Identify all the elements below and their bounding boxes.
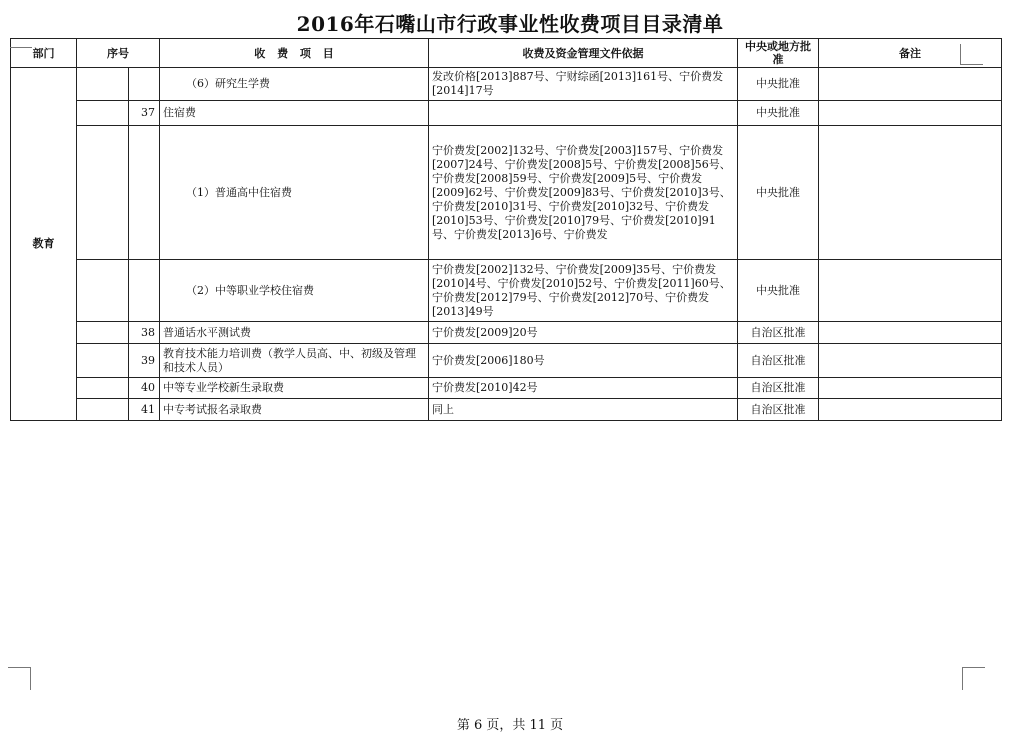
item-cell: 教育技术能力培训费（教学人员高、中、初级及管理和技术人员） (160, 344, 429, 378)
item-cell: 中等专业学校新生录取费 (160, 378, 429, 399)
seq-cell: 40 (129, 378, 160, 399)
header-dept: 部门 (11, 39, 77, 68)
page-title: 2016年石嘴山市行政事业性收费项目目录清单 (296, 12, 724, 36)
header-approval: 中央或地方批准 (738, 39, 819, 68)
blank-cell (77, 344, 129, 378)
item-cell: （2）中等职业学校住宿费 (160, 260, 429, 322)
seq-cell: 38 (129, 322, 160, 344)
item-cell: （1）普通高中住宿费 (160, 126, 429, 260)
basis-cell: 发改价格[2013]887号、宁财综函[2013]161号、宁价费发[2014]17号 (429, 68, 738, 101)
seq-cell: 39 (129, 344, 160, 378)
seq-cell (129, 126, 160, 260)
basis-cell: 宁价费发[2006]180号 (429, 344, 738, 378)
item-cell: 中专考试报名录取费 (160, 399, 429, 421)
item-cell: 住宿费 (160, 101, 429, 126)
note-cell (819, 322, 1002, 344)
note-cell (819, 68, 1002, 101)
note-cell (819, 126, 1002, 260)
dept-cell: 教育 (11, 68, 77, 421)
crop-mark-top-right (960, 44, 983, 65)
item-cell: （6）研究生学费 (160, 68, 429, 101)
note-cell (819, 399, 1002, 421)
header-row (11, 39, 1002, 68)
approval-cell: 中央批准 (738, 101, 819, 126)
crop-mark-top-left (10, 47, 32, 48)
blank-cell (77, 260, 129, 322)
blank-cell (77, 126, 129, 260)
basis-cell: 同上 (429, 399, 738, 421)
crop-mark-bottom-right (962, 667, 985, 690)
table-row (11, 399, 1002, 421)
seq-cell (129, 260, 160, 322)
note-cell (819, 378, 1002, 399)
table-row (11, 101, 1002, 126)
page-footer: 第 6 页，共 11 页 (456, 718, 564, 733)
blank-cell (77, 101, 129, 126)
table-row (11, 68, 1002, 101)
basis-cell: 宁价费发[2002]132号、宁价费发[2009]35号、宁价费发[2010]4号、宁价费发[2010]52号、宁价费发[2011]60号、宁价费发[2012]79号、宁价费发[2012]70号、宁价费发[2013]49号 (429, 260, 738, 322)
approval-cell: 自治区批准 (738, 378, 819, 399)
approval-cell: 自治区批准 (738, 322, 819, 344)
fee-table (10, 38, 1002, 421)
seq-cell: 41 (129, 399, 160, 421)
approval-cell: 中央批准 (738, 68, 819, 101)
note-cell (819, 344, 1002, 378)
table-row (11, 260, 1002, 322)
blank-cell (77, 378, 129, 399)
table-row (11, 322, 1002, 344)
blank-cell (77, 399, 129, 421)
blank-cell (77, 68, 129, 101)
basis-cell: 宁价费发[2010]42号 (429, 378, 738, 399)
approval-cell: 中央批准 (738, 126, 819, 260)
header-note: 备注 (819, 39, 1002, 68)
basis-cell: 宁价费发[2002]132号、宁价费发[2003]157号、宁价费发[2007]24号、宁价费发[2008]5号、宁价费发[2008]56号、宁价费发[2008]59号、宁价费发[2009]5号、宁价费发[2009]62号、宁价费发[2009]83号、宁价费发[2010]3号、宁价费发[2010]31号、宁价费发[2010]32号、宁价费发[2010]53号、宁价费发[2010]79号、宁价费发[2010]91号、宁价费发[2013]6号、宁价费发 (429, 126, 738, 260)
basis-cell: 宁价费发[2009]20号 (429, 322, 738, 344)
item-cell: 普通话水平测试费 (160, 322, 429, 344)
approval-cell: 中央批准 (738, 260, 819, 322)
header-item: 收 费 项 目 (160, 39, 429, 68)
blank-cell (77, 322, 129, 344)
note-cell (819, 101, 1002, 126)
header-basis: 收费及资金管理文件依据 (429, 39, 738, 68)
crop-mark-bottom-left (8, 667, 31, 690)
table-row (11, 344, 1002, 378)
seq-cell (129, 68, 160, 101)
basis-cell (429, 101, 738, 126)
header-seq: 序号 (77, 39, 160, 68)
note-cell (819, 260, 1002, 322)
seq-cell: 37 (129, 101, 160, 126)
table-row (11, 378, 1002, 399)
approval-cell: 自治区批准 (738, 344, 819, 378)
approval-cell: 自治区批准 (738, 399, 819, 421)
table-row (11, 126, 1002, 260)
